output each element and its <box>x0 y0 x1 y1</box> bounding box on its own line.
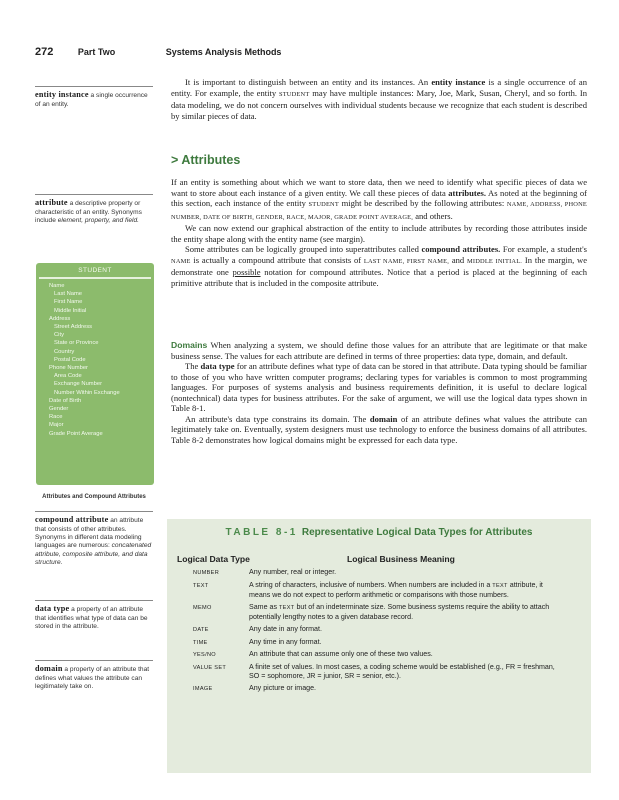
entity-attribute: Last Name <box>54 291 83 298</box>
glossary-term: entity instance <box>35 90 89 99</box>
text-run: may have multiple instances: Mary, Joe, Mark, Susan, Cheryl, and so forth. In data modeling, we do not concern ourselves with individual students because we recognize that each student is described by similar pieces of data. <box>171 87 587 121</box>
text-run: attribute, it means we do not expect to perform arithmetic or comparisons with those numbers. <box>249 580 543 600</box>
text-run: It is important to distinguish between an entity and its instances. An <box>185 77 432 87</box>
data-type-cell: IMAGE <box>193 685 213 692</box>
glossary-definition: a descriptive property or characteristic of an entity. Synonyms include <box>35 200 142 224</box>
heading-arrow-icon: > <box>171 153 179 167</box>
section-label: Systems Analysis Methods <box>165 47 282 57</box>
small-caps-term: LAST NAME, FIRST NAME, <box>363 257 450 265</box>
data-type-cell: MEMO <box>193 604 212 611</box>
entity-attribute: City <box>54 332 64 339</box>
entity-attribute: Phone Number <box>49 365 88 372</box>
small-caps-term: NAME <box>171 257 191 265</box>
table-row <box>193 650 583 661</box>
entity-attribute: Race <box>49 414 63 421</box>
paragraph: We can now extend our graphical abstraction of the entity to include attributes by recording those attributes inside the entity shape along with the entity name (see margin). <box>171 223 587 244</box>
table-row <box>193 625 583 636</box>
text-run: is actually a compound attribute that consists of <box>190 254 364 265</box>
table-row <box>193 638 583 649</box>
glossary-rule <box>35 86 153 87</box>
table-body <box>193 568 583 697</box>
small-caps-term: MIDDLE INITIAL. <box>466 257 523 265</box>
small-caps-term: STUDENT <box>308 201 339 208</box>
glossary-term: domain <box>35 664 63 673</box>
column-header-type: Logical Data Type <box>177 554 250 564</box>
glossary-data-type <box>35 600 153 631</box>
bold-term: compound attributes. <box>421 244 501 254</box>
data-type-cell: VALUE SET <box>193 664 227 671</box>
entity-attribute: Postal Code <box>54 356 86 363</box>
data-type-cell: YES/NO <box>193 652 216 659</box>
text-run: of an attribute defines what values the attribute can legitimately take on. Eventually, system designers must use technology to enforce the business domains of all attributes. Table 8-2 demonstrates how logical domains might be expressed for each data type. <box>171 413 587 445</box>
glossary-definition: a property of an attribute that defines what values the attribute can legitimately take on. <box>35 666 150 690</box>
meaning-cell <box>249 581 583 601</box>
table-row <box>193 684 583 695</box>
text-run: When analyzing a system, we should define those values for an attribute that are legitimate or that make business sense. The values for each attribute are defined in terms of three properties: data type, domain, and default. <box>171 340 587 361</box>
entity-divider <box>39 277 151 279</box>
underlined-word: possible <box>232 267 261 277</box>
paragraph <box>171 77 587 121</box>
glossary-definition: a property of an attribute that identifies what type of data can be stored in the attribute. <box>35 606 148 630</box>
entity-attribute: Date of Birth <box>49 397 82 404</box>
table-8-1 <box>167 519 591 773</box>
section-heading <box>171 153 240 167</box>
glossary-entity-instance <box>35 86 153 109</box>
entity-attribute-list <box>36 282 154 438</box>
text-run: Some attributes can be logically grouped into superattributes called <box>185 244 422 254</box>
glossary-definition: an attribute that consists of other attributes. Synonyms in different data modeling languages are numerous: <box>35 517 144 550</box>
heading-text: Attributes <box>181 153 241 167</box>
entity-attribute: Country <box>54 348 75 355</box>
entity-attribute: Address <box>49 315 71 322</box>
entity-attribute: Exchange Number <box>54 381 103 388</box>
text-run: A string of characters, inclusive of numbers. When numbers are included in a <box>249 580 493 589</box>
text-run: Same as <box>249 602 279 611</box>
small-caps-term: TEXT <box>278 604 295 611</box>
paragraph <box>171 414 587 446</box>
bold-term: data type <box>200 361 235 371</box>
glossary-rule <box>35 194 153 195</box>
meaning-cell: A finite set of values. In most cases, a coding scheme would be established (e.g., FR = freshman, SO = sophomore, JR = junior, SR = senior, etc.). <box>249 662 555 681</box>
text-run: In the margin, we demonstrate one <box>171 254 588 277</box>
text-run: might be described by the following attributes: <box>338 198 507 208</box>
entity-name: STUDENT <box>78 267 112 274</box>
data-type-cell: TIME <box>193 639 208 646</box>
run-in-heading: Domains <box>171 340 208 350</box>
table-label: TABLE 8-1 <box>225 527 298 538</box>
domains-body <box>171 340 587 445</box>
student-entity-figure <box>36 263 154 485</box>
glossary-rule <box>35 511 153 512</box>
glossary-synonyms: element, property, and field. <box>57 216 139 224</box>
entity-attribute: Middle Initial <box>54 307 87 314</box>
glossary-rule <box>35 660 153 661</box>
bold-term: attributes. <box>448 187 486 198</box>
text-run: For example, a student's <box>500 244 587 254</box>
text-run: As noted at the beginning of this section, each instance of the entity <box>171 187 587 208</box>
text-run: The <box>185 361 201 371</box>
text-run: notation for compound attributes. Notice that a period is placed at the beginning of each primitive attribute that is included in the composite attribute. <box>171 267 587 288</box>
column-header-meaning: Logical Business Meaning <box>347 554 455 564</box>
data-type-cell: TEXT <box>193 582 209 589</box>
text-run: If an entity is something about which we want to store data, then we need to identify what specific pieces of data we want to store about each instance of a given entity. We call these pieces of data <box>171 177 587 198</box>
paragraph <box>171 177 587 223</box>
glossary-compound-attribute <box>35 511 153 568</box>
text-run: and others. <box>413 210 453 221</box>
entity-attribute: Grade Point Average <box>49 430 103 437</box>
glossary-term: compound attribute <box>35 515 109 524</box>
meaning-cell: Any picture or image. <box>249 683 317 692</box>
table-title <box>167 527 591 538</box>
text-run: An attribute's data type constrains its domain. The <box>185 413 370 424</box>
glossary-domain <box>35 660 153 691</box>
text-run: is a single occurrence of an entity. For example, the entity <box>171 77 587 98</box>
glossary-attribute <box>35 194 153 225</box>
small-caps-term: STUDENT <box>278 90 310 98</box>
small-caps-term: TEXT <box>492 582 508 589</box>
entity-attribute: Gender <box>49 406 69 413</box>
bold-term: domain <box>369 413 398 424</box>
text-run: for an attribute defines what type of data can be stored in that attribute. Data typing should be familiar to those of you who have written computer programs; declaring types for variables is common to most programming languages. For purposes of systems analysis and business requirements definition, it is useful to declare logical (nontechnical) data types for business attributes. For the sake of argument, we will use the logical data types shown in Table 8-1. <box>171 361 587 413</box>
table-row <box>193 568 583 579</box>
small-caps-term: NAME, ADDRESS, PHONE NUMBER, DATE OF BIRTH, GENDER, RACE, MAJOR, GRADE POINT AVERAGE, <box>171 201 587 221</box>
glossary-term: attribute <box>35 198 68 207</box>
running-header <box>35 46 281 58</box>
entity-attribute: Area Code <box>54 373 82 380</box>
paragraph <box>171 340 587 361</box>
glossary-term: data type <box>35 604 70 613</box>
attributes-body <box>171 177 587 288</box>
meaning-cell: Any date in any format. <box>249 624 322 633</box>
meaning-cell: Any number, real or integer. <box>249 568 337 576</box>
glossary-definition: a single occurrence of an entity. <box>35 92 148 108</box>
meaning-cell <box>249 603 583 623</box>
paragraph <box>171 361 587 414</box>
table-row <box>193 581 583 601</box>
entity-attribute: State or Province <box>54 340 99 347</box>
table-title-text: Representative Logical Data Types for Attributes <box>301 527 533 538</box>
intro-text <box>171 77 587 121</box>
table-row <box>193 663 583 682</box>
entity-attribute: Street Address <box>54 324 93 331</box>
meaning-cell: Any time in any format. <box>249 637 322 646</box>
entity-attribute: Major <box>49 422 64 429</box>
text-run: but of an indeterminate size. Some business systems require the ability to attach potentially lengthy notes to a given database record. <box>249 602 550 622</box>
text-run: and <box>449 254 467 265</box>
entity-attribute: First Name <box>54 299 83 306</box>
table-row <box>193 603 583 623</box>
data-type-cell: DATE <box>193 626 209 633</box>
meaning-cell: An attribute that can assume only one of these two values. <box>249 650 433 659</box>
entity-attribute: Name <box>49 283 65 289</box>
part-label: Part Two <box>77 47 116 57</box>
glossary-rule <box>35 600 153 601</box>
bold-term: entity instance <box>431 77 486 87</box>
figure-caption: Attributes and Compound Attributes <box>42 494 146 500</box>
paragraph <box>171 244 587 288</box>
glossary-synonyms: concatenated attribute, composite attribute, and data structure. <box>35 542 152 567</box>
page-number: 272 <box>35 46 54 58</box>
entity-attribute: Number Within Exchange <box>54 389 120 396</box>
data-type-cell: NUMBER <box>193 570 220 576</box>
